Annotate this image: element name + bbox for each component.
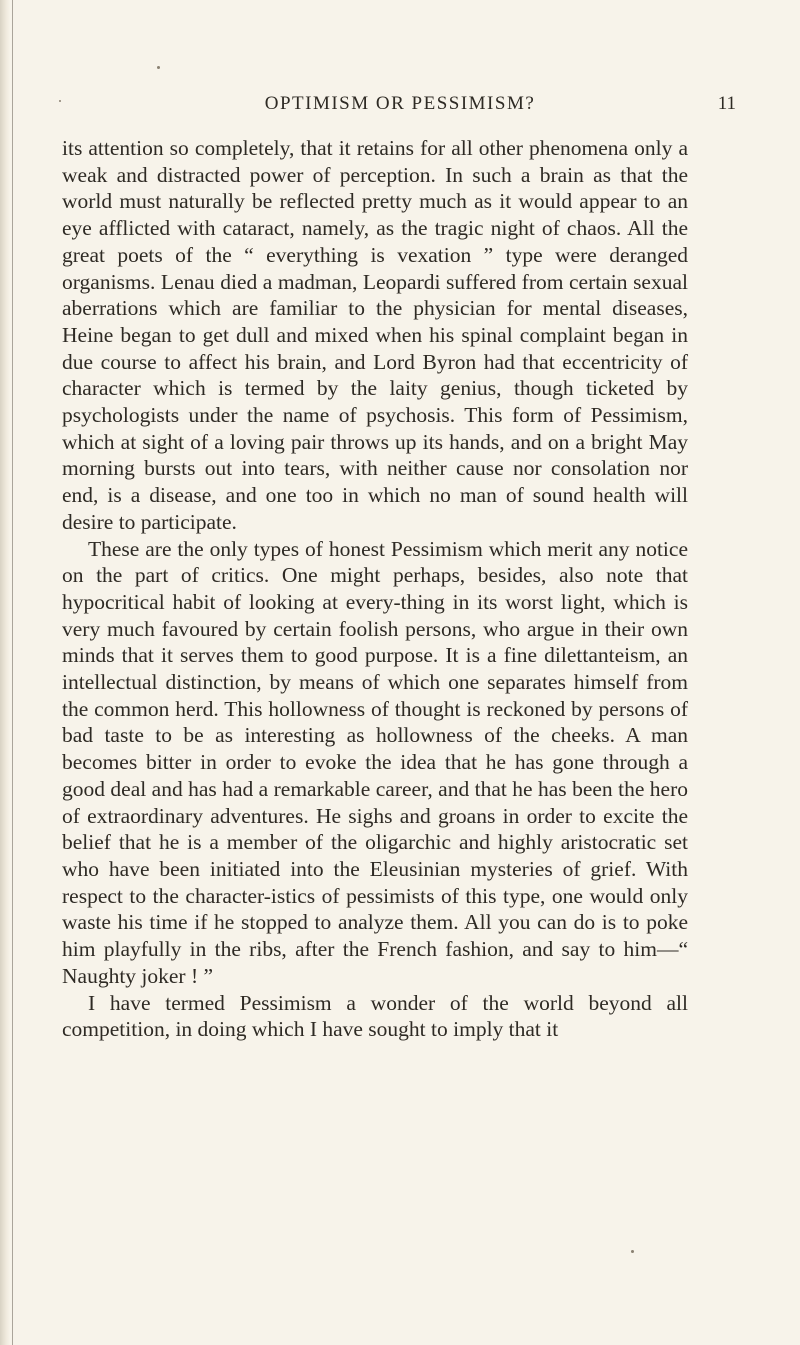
binding-line [12, 0, 13, 1345]
paper-speck [59, 100, 61, 102]
paper-speck [631, 1250, 634, 1253]
running-title: OPTIMISM OR PESSIMISM? [264, 93, 536, 114]
paragraph-2: These are the only types of honest Pessimism which merit any notice on the part of critics. One might perhaps, besides, also note that hypocritical habit of looking at every-thing in its worst light, which is very much favoured by certain foolish persons, who argue in their own minds that it serves them to good purpose. It is a fine dilettanteism, an intellectual distinction, by means of which one separates himself from the common herd. This hollowness of thought is reckoned by persons of bad taste to be as interesting as hollowness of the cheeks. A man becomes bitter in order to evoke the idea that he has gone through a good deal and has had a remarkable career, and that he has been the hero of extraordinary adventures. He sighs and groans in order to excite the belief that he is a member of the oligarchic and highly aristocratic set who have been initiated into the Eleusinian mysteries of grief. With respect to the character-istics of pessimists of this type, one would only waste his time if he stopped to analyze them. All you can do is to poke him playfully in the ribs, after the French fashion, and say to him—“ Naughty joker ! ” [62, 536, 688, 988]
paragraph-1: its attention so completely, that it retains for all other phenomena only a weak and distracted power of perception. In such a brain as that the world must naturally be reflected pretty much as it would appear to an eye afflicted with cataract, namely, as the tragic night of chaos. All the great poets of the “ everything is vexation ” type were deranged organisms. Lenau died a madman, Leopardi suffered from certain sexual aberrations which are familiar to the physician for mental diseases, Heine began to get dull and mixed when his spinal complaint began in due course to affect his brain, and Lord Byron had that eccentricity of character which is termed by the laity genius, though ticketed by psychologists under the name of psychosis. This form of Pessimism, which at sight of a loving pair throws up its hands, and on a bright May morning bursts out into tears, with neither cause nor consolation nor end, is a disease, and one too in which no man of sound health will desire to participate. [62, 136, 688, 534]
paper-speck [157, 66, 160, 69]
body-text [62, 135, 688, 1043]
page-number: 11 [717, 93, 736, 114]
running-head [0, 93, 800, 117]
paragraph-3: I have termed Pessimism a wonder of the world beyond all competition, in doing which I have sought to imply that it [62, 990, 688, 1042]
binding-edge [0, 0, 10, 1345]
